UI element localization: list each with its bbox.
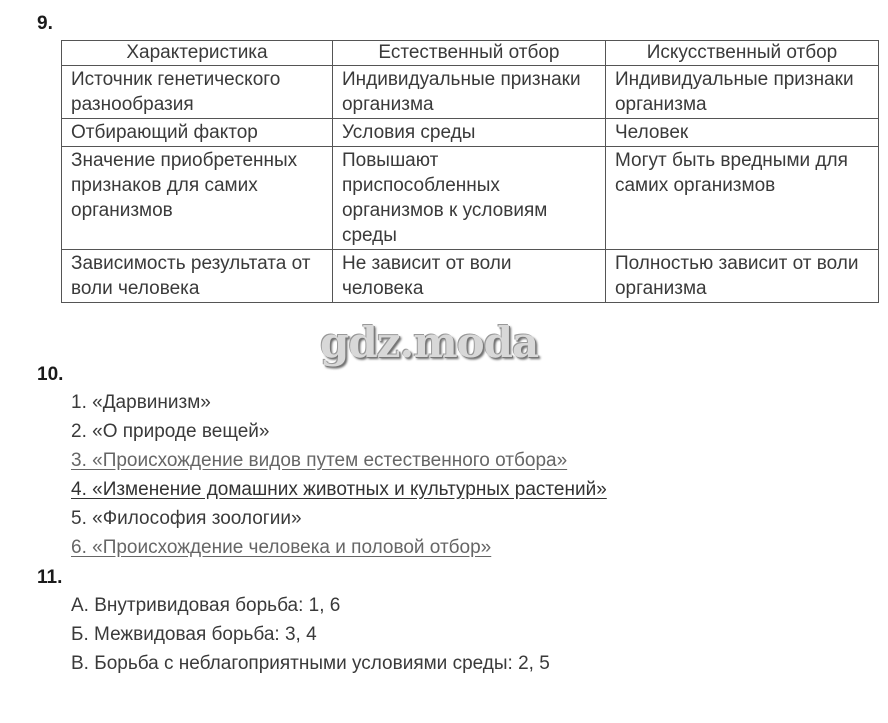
table-cell: Источник генетического разнообразия [62,66,333,119]
question-10-number: 10. [37,364,64,385]
selection-comparison-table [61,40,879,303]
table-header: Искусственный отбор [605,41,878,66]
question-9-number: 9. [37,13,53,34]
watermark-logo: gdz.moda [320,318,539,367]
table-row [62,119,879,147]
list-item: 5. «Философия зоологии» [71,508,302,529]
table-cell: Полностью зависит от воли организма [605,250,878,303]
table-header-row [62,41,879,66]
table-row [62,250,879,303]
table-row [62,66,879,119]
table-cell: Индивидуальные признаки организма [332,66,605,119]
list-item-underlined: 3. «Происхождение видов путем естественного отбора» [71,450,568,471]
list-item-underlined: 6. «Происхождение человека и половой отбор» [71,537,492,558]
question-11-number: 11. [37,567,63,588]
table-row [62,147,879,250]
table-cell: Отбирающий фактор [62,119,333,147]
list-item: В. Борьба с неблагоприятными условиями среды: 2, 5 [71,653,550,674]
list-item: А. Внутривидовая борьба: 1, 6 [71,595,341,616]
question-11-list [71,591,550,678]
table-header: Естественный отбор [332,41,605,66]
table-cell: Могут быть вредными для самих организмов [605,147,878,250]
table-cell: Условия среды [332,119,605,147]
list-item: Б. Межвидовая борьба: 3, 4 [71,624,317,645]
table-cell: Зависимость результата от воли человека [62,250,333,303]
table-cell: Индивидуальные признаки организма [605,66,878,119]
list-item-underlined: 4. «Изменение домашних животных и культурных растений» [71,479,607,500]
table-cell: Повышают приспособленных организмов к условиям среды [332,147,605,250]
table-header: Характеристика [62,41,333,66]
list-item: 1. «Дарвинизм» [71,392,211,413]
table-cell: Не зависит от воли человека [332,250,605,303]
table-cell: Значение приобретенных признаков для самих организмов [62,147,333,250]
list-item: 2. «О природе вещей» [71,421,270,442]
question-10-list [71,388,607,562]
table-cell: Человек [605,119,878,147]
